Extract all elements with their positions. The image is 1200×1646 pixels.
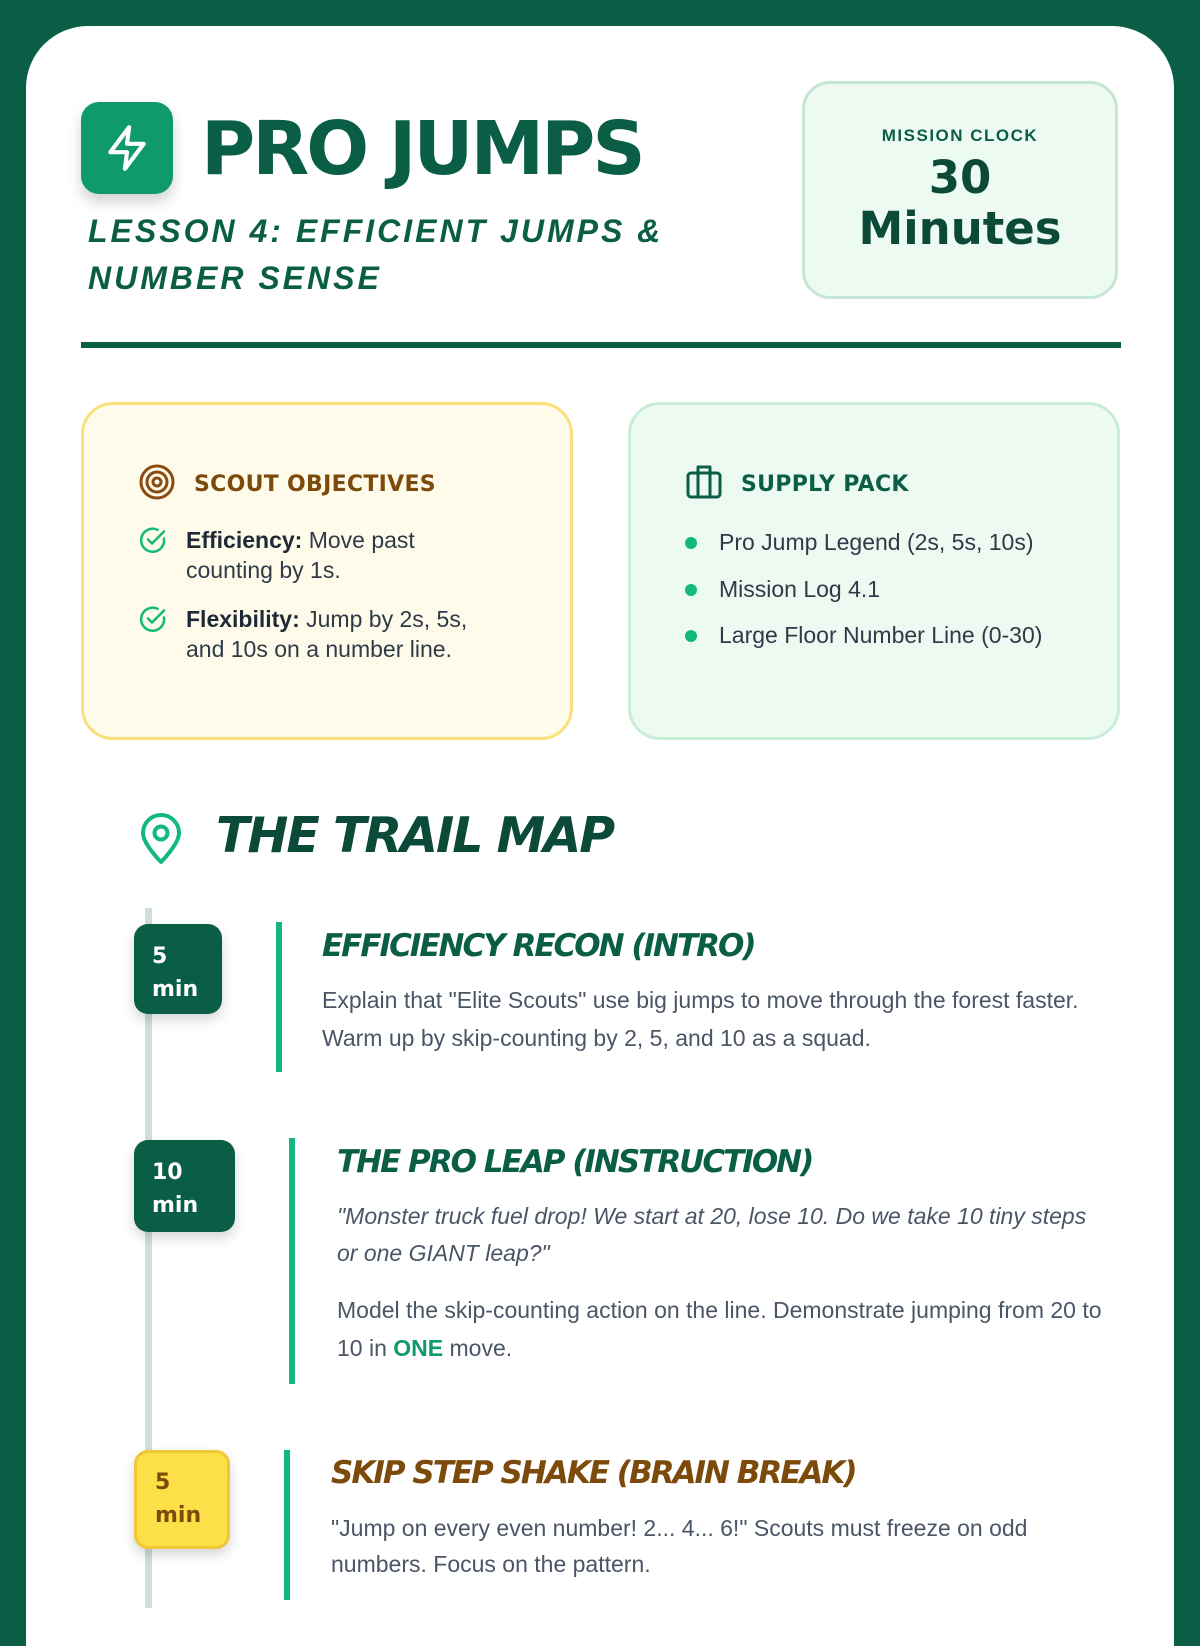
mission-clock (802, 81, 1118, 299)
trail-map-title: THE TRAIL MAP (216, 807, 614, 864)
emphasis-text: ONE (393, 1335, 444, 1361)
objectives-card (81, 402, 573, 740)
supply-pack-card (628, 402, 1120, 740)
step-quote: "Monster truck fuel drop! We start at 20, lose 10. Do we take 10 tiny steps or one GIANT leap?" (337, 1203, 1087, 1266)
lightning-bolt-icon (81, 102, 173, 194)
step-title: EFFICIENCY RECON (INTRO) (322, 928, 755, 964)
objective-item (138, 604, 496, 664)
target-icon (138, 463, 176, 506)
supply-item: Large Floor Number Line (0-30) (685, 619, 1049, 652)
step-description: Explain that "Elite Scouts" use big jumps to move through the forest faster. Warm up by skip-counting by 2, 5, and 10 as a squad. (322, 987, 1079, 1051)
step-time-badge: 5 min (134, 1450, 230, 1549)
step-accent-bar (289, 1138, 295, 1384)
header-divider (81, 342, 1121, 348)
step-accent-bar (284, 1450, 290, 1600)
supply-pack-heading: SUPPLY PACK (741, 472, 909, 497)
lesson-subtitle: LESSON 4: EFFICIENT JUMPS & NUMBER SENSE (88, 213, 664, 296)
backpack-icon (685, 463, 723, 506)
step-title: SKIP STEP SHAKE (BRAIN BREAK) (331, 1455, 856, 1491)
step-description: Model the skip-counting action on the line. Demonstrate jumping from 20 to 10 in ONE move. (337, 1297, 1102, 1361)
check-circle-icon (138, 604, 168, 664)
step-title: THE PRO LEAP (INSTRUCTION) (337, 1144, 813, 1180)
step-time-badge: 10 min (134, 1140, 235, 1232)
step-time-badge: 5 min (134, 924, 222, 1014)
objective-text: Flexibility: Jump by 2s, 5s, and 10s on a number line. (186, 606, 468, 662)
step-accent-bar (276, 922, 282, 1072)
mission-clock-label: MISSION CLOCK (881, 126, 1039, 145)
check-circle-icon (138, 525, 168, 585)
objective-item (138, 525, 496, 585)
mission-clock-value: 30 Minutes (858, 151, 1062, 255)
objective-text: Efficiency: Move past counting by 1s. (186, 527, 415, 583)
supply-item: Pro Jump Legend (2s, 5s, 10s) (685, 526, 1049, 559)
supply-pack-header (685, 463, 909, 506)
map-pin-icon (138, 812, 184, 871)
supply-item: Mission Log 4.1 (685, 573, 1049, 606)
step-description: "Jump on every even number! 2... 4... 6!" Scouts must freeze on odd numbers. Focus on the pattern. (331, 1515, 1028, 1577)
bullet-dot (685, 537, 697, 549)
bullet-dot (685, 584, 697, 596)
bullet-dot (685, 630, 697, 642)
objectives-header (138, 463, 436, 506)
page-title: PRO JUMPS (201, 106, 643, 192)
objectives-heading: SCOUT OBJECTIVES (194, 472, 436, 497)
